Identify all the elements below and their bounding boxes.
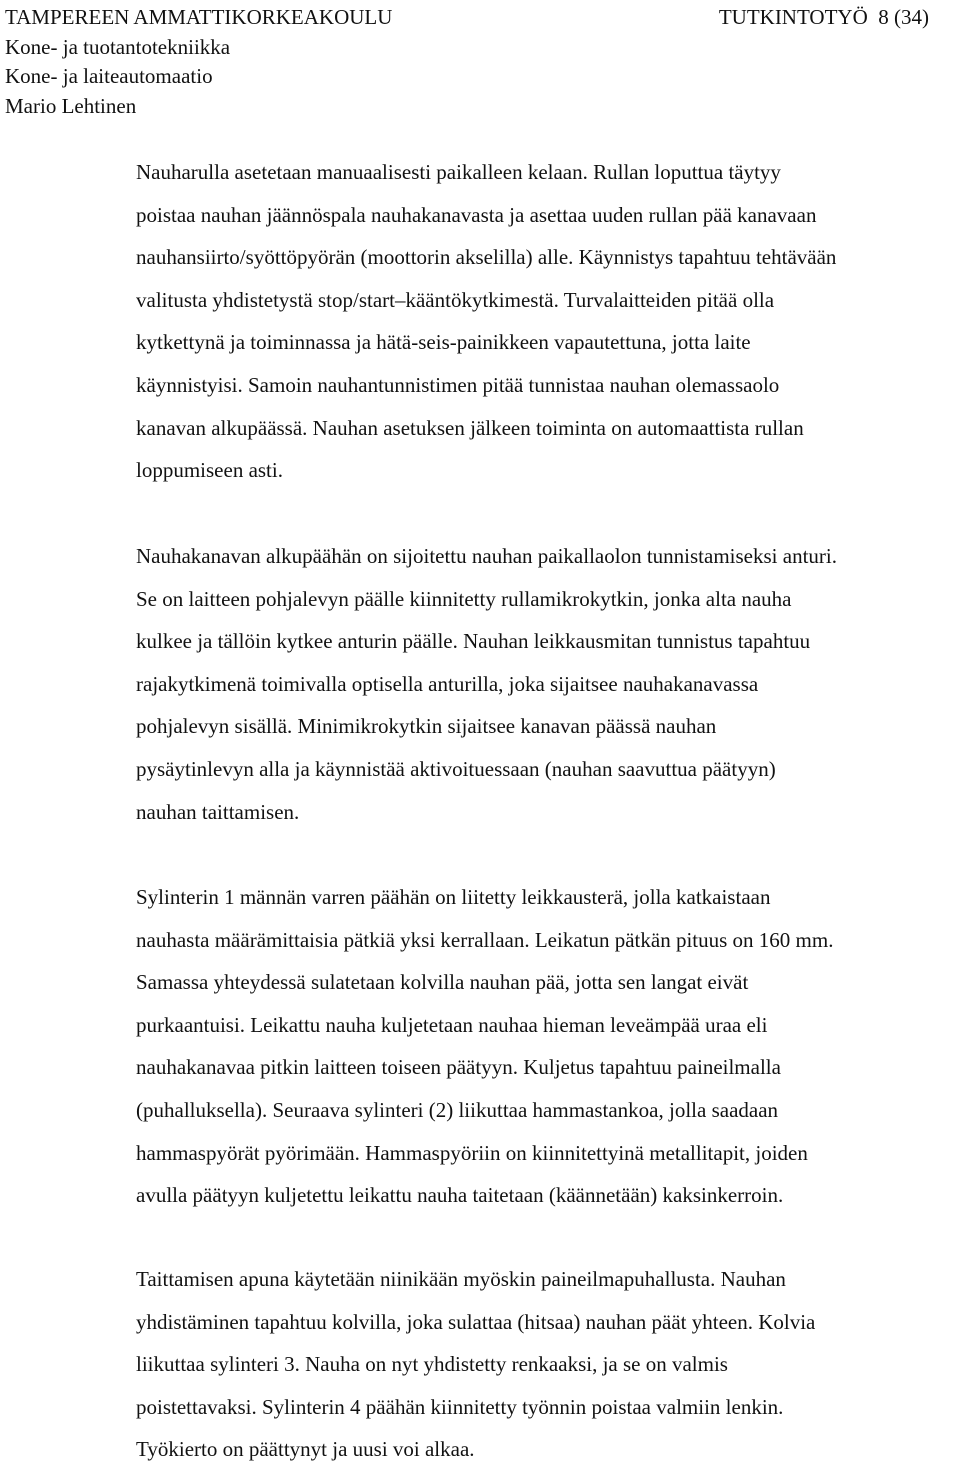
- doc-type-and-page: [719, 3, 935, 33]
- page-header: [5, 3, 935, 121]
- text-line: Nauharulla asetetaan manuaalisesti paikalleen kelaan. Rullan loputtua täytyy: [136, 160, 781, 184]
- degree-programme: Kone- ja tuotantotekniikka: [5, 34, 231, 59]
- text-line: purkaantuisi. Leikattu nauha kuljetetaan nauhaa hieman leveämpää uraa eli: [136, 1012, 768, 1037]
- text-line: Samassa yhteydessä sulatetaan kolvilla nauhan pää, jotta sen langat eivät: [136, 970, 749, 995]
- text-line: Taittamisen apuna käytetään niinikään myöskin paineilmapuhallusta. Nauhan: [136, 1267, 786, 1291]
- text-line: käynnistyisi. Samoin nauhantunnistimen pitää tunnistaa nauhan olemassaolo: [136, 372, 780, 397]
- text-line: avulla päätyyn kuljetettu leikattu nauha taitetaan (käännetään) kaksinkerroin.: [136, 1183, 784, 1208]
- text-line: Sylinterin 1 männän varren päähän on liitetty leikkausterä, jolla katkaistaan: [136, 885, 771, 909]
- paragraph-joining-and-removal: [136, 1258, 958, 1471]
- doc-type: TUTKINTOTYÖ: [718, 5, 868, 29]
- text-line: kulkee ja tällöin kytkee anturin päälle. Nauhan leikkausmitan tunnistus tapahtuu: [136, 629, 811, 654]
- text-line: kanavan alkupäässä. Nauhan asetuksen jälkeen toiminta on automaattista rullan: [136, 415, 804, 440]
- text-line: poistaa nauhan jäännöspala nauhakanavasta ja asettaa uuden rullan pää kanavaan: [136, 202, 817, 227]
- text-line: liikuttaa sylinteri 3. Nauha on nyt yhdistetty renkaaksi, ja se on valmis: [136, 1352, 728, 1377]
- text-line: kytkettynä ja toiminnassa ja hätä-seis-painikkeen vapautettuna, jotta laite: [136, 330, 751, 355]
- institution-name: TAMPEREEN AMMATTIKORKEAKOULU: [5, 5, 393, 29]
- paragraph-tape-loading: [136, 151, 958, 492]
- text-line: rajakytkimenä toimivalla optisella anturilla, joka sijaitsee nauhakanavassa: [136, 671, 759, 696]
- paragraph-cutting-and-folding: [136, 876, 958, 1217]
- specialization: Kone- ja laiteautomaatio: [5, 64, 213, 88]
- author-name: Mario Lehtinen: [5, 93, 137, 118]
- text-line: yhdistäminen tapahtuu kolvilla, joka sulattaa (hitsaa) nauhan päät yhteen. Kolvia: [136, 1309, 816, 1334]
- page-number: 8 (34): [878, 5, 929, 29]
- text-line: nauhakanavaa pitkin laitteen toiseen päätyyn. Kuljetus tapahtuu paineilmalla: [136, 1055, 781, 1080]
- text-line: (puhalluksella). Seuraava sylinteri (2) liikuttaa hammastankoa, jolla saadaan: [136, 1097, 779, 1122]
- text-line: Työkierto on päättynyt ja uusi voi alkaa.: [136, 1437, 475, 1462]
- text-line: poistettavaksi. Sylinterin 4 päähän kiinnitetty työnnin poistaa valmiin lenkin.: [136, 1394, 784, 1419]
- text-line: loppumiseen asti.: [136, 458, 283, 483]
- text-line: Se on laitteen pohjalevyn päälle kiinnitetty rullamikrokytkin, jonka alta nauha: [136, 586, 792, 611]
- paragraph-sensors: [136, 535, 958, 833]
- text-line: nauhasta määrämittaisia pätkiä yksi kerrallaan. Leikatun pätkän pituus on 160 mm.: [136, 927, 834, 952]
- text-line: Nauhakanavan alkupäähän on sijoitettu nauhan paikallaolon tunnistamiseksi anturi.: [136, 544, 837, 568]
- text-line: nauhansiirto/syöttöpyörän (moottorin akselilla) alle. Käynnistys tapahtuu tehtävään: [136, 245, 837, 270]
- text-line: pohjalevyn sisällä. Minimikrokytkin sijaitsee kanavan päässä nauhan: [136, 714, 717, 739]
- text-line: hammaspyörät pyörimään. Hammaspyöriin on kiinnitettyinä metallitapit, joiden: [136, 1140, 808, 1165]
- text-line: nauhan taittamisen.: [136, 799, 300, 824]
- text-line: valitusta yhdistetystä stop/start–kääntökytkimestä. Turvalaitteiden pitää olla: [136, 287, 775, 312]
- header-top-row: [5, 3, 935, 33]
- text-line: pysäytinlevyn alla ja käynnistää aktivoituessaan (nauhan saavuttua päätyyn): [136, 756, 776, 781]
